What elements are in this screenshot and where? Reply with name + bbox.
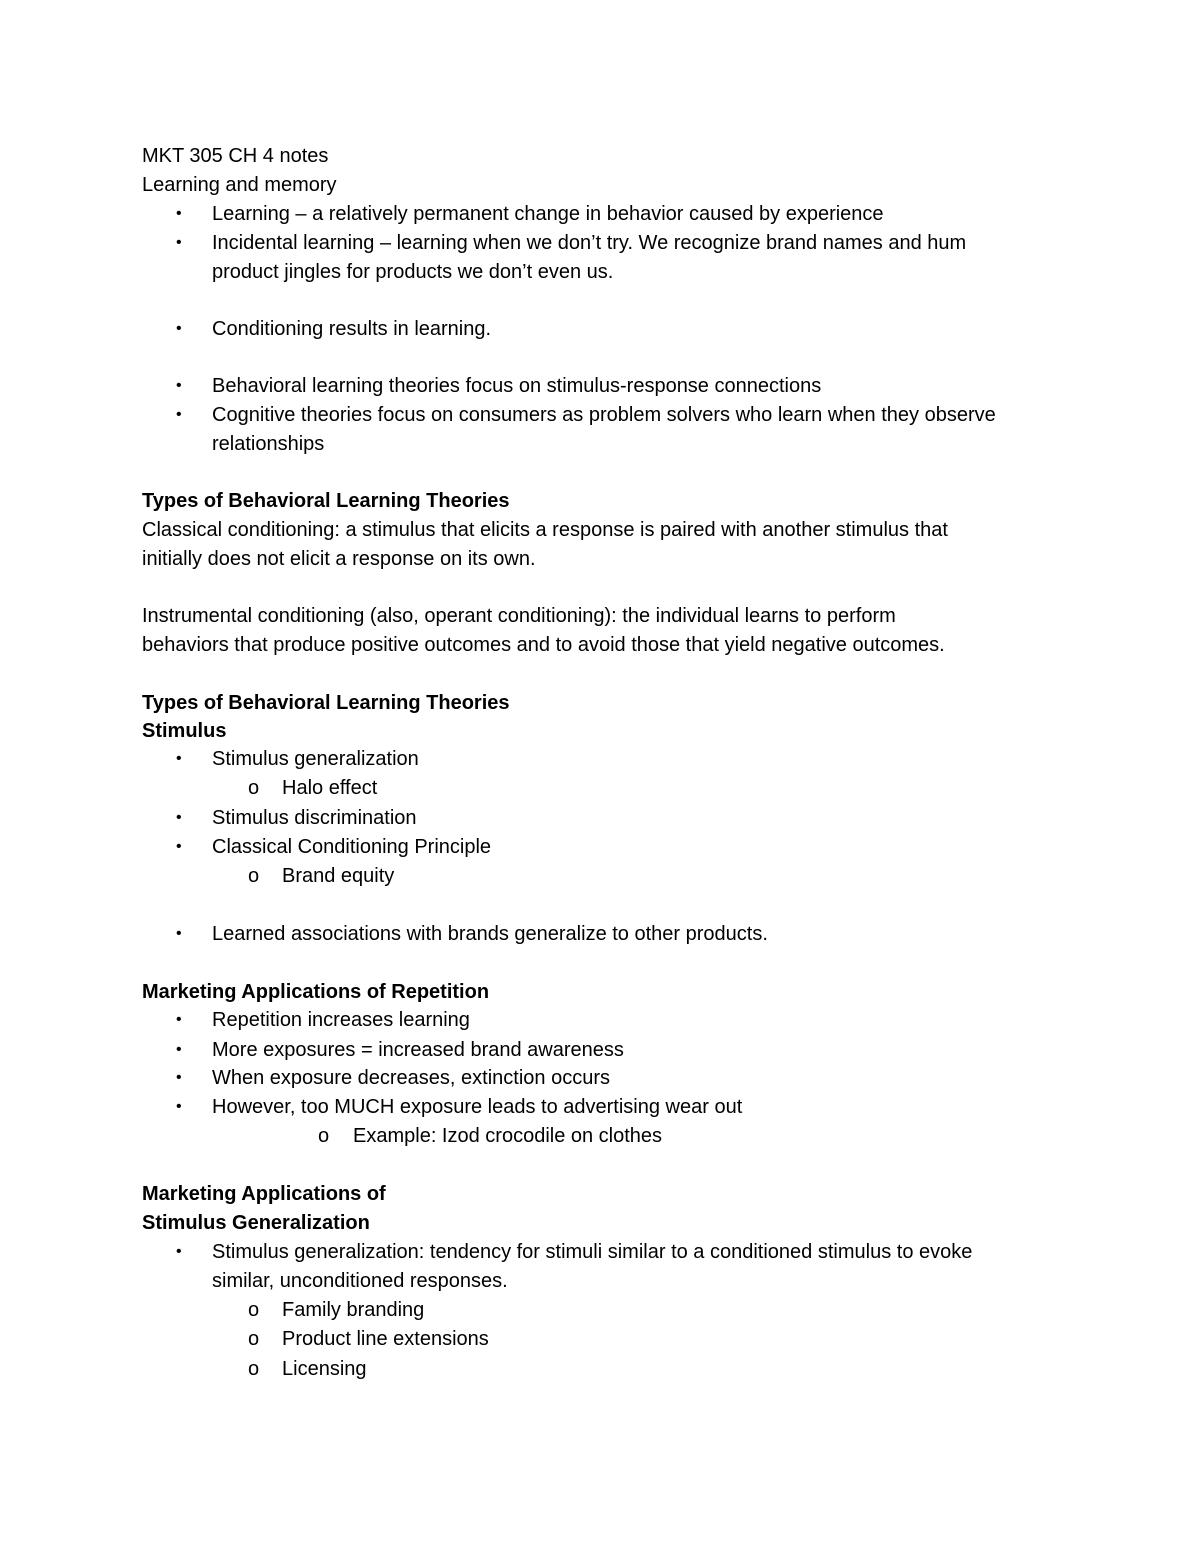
bullet-marker: • <box>176 320 182 337</box>
list-item: Conditioning results in learning. <box>212 318 492 340</box>
list-item: Incidental learning – learning when we don’t try. We recognize brand names and hum <box>212 232 967 254</box>
list-item: When exposure decreases, extinction occurs <box>212 1067 610 1089</box>
sub-list-item: Product line extensions <box>282 1328 489 1350</box>
section-heading: Marketing Applications of <box>142 1183 386 1205</box>
bullet-marker: • <box>176 1041 182 1058</box>
doc-subtitle: Learning and memory <box>142 174 337 196</box>
bullet-marker: • <box>176 406 182 423</box>
list-item: However, too MUCH exposure leads to advertising wear out <box>212 1096 743 1118</box>
sub-bullet-marker: o <box>248 1328 260 1350</box>
list-item-continuation: similar, unconditioned responses. <box>212 1270 508 1292</box>
sub-bullet-marker: o <box>248 865 260 887</box>
paragraph-line: behaviors that produce positive outcomes and to avoid those that yield negative outcomes. <box>142 634 945 656</box>
list-item: Learned associations with brands generalize to other products. <box>212 923 768 945</box>
sub-list-item: Halo effect <box>282 777 378 799</box>
section-heading: Types of Behavioral Learning Theories <box>142 490 510 512</box>
list-item: More exposures = increased brand awareness <box>212 1039 624 1061</box>
list-item: Learning – a relatively permanent change in behavior caused by experience <box>212 203 884 225</box>
list-item-continuation: relationships <box>212 433 325 455</box>
sub-bullet-marker: o <box>318 1125 330 1147</box>
bullet-marker: • <box>176 838 182 855</box>
bullet-marker: • <box>176 1243 182 1260</box>
bullet-marker: • <box>176 1098 182 1115</box>
doc-title: MKT 305 CH 4 notes <box>142 145 329 167</box>
sub-bullet-marker: o <box>248 1358 260 1380</box>
list-item: Stimulus generalization <box>212 748 419 770</box>
sub-list-item: Licensing <box>282 1358 367 1380</box>
list-item: Stimulus discrimination <box>212 807 417 829</box>
bullet-marker: • <box>176 750 182 767</box>
bullet-marker: • <box>176 377 182 394</box>
sub-bullet-marker: o <box>248 777 260 799</box>
bullet-marker: • <box>176 234 182 251</box>
section-heading-continuation: Stimulus Generalization <box>142 1212 370 1234</box>
section-heading: Types of Behavioral Learning Theories <box>142 692 510 714</box>
bullet-marker: • <box>176 1011 182 1028</box>
sub-list-item: Family branding <box>282 1299 425 1321</box>
bullet-marker: • <box>176 205 182 222</box>
sub-list-item: Example: Izod crocodile on clothes <box>353 1125 663 1147</box>
paragraph-line: Classical conditioning: a stimulus that elicits a response is paired with another stimulus that <box>142 519 948 541</box>
list-item: Behavioral learning theories focus on stimulus-response connections <box>212 375 822 397</box>
section-subheading: Stimulus <box>142 720 227 742</box>
sub-list-item: Brand equity <box>282 865 395 887</box>
section-heading: Marketing Applications of Repetition <box>142 981 490 1003</box>
bullet-marker: • <box>176 809 182 826</box>
bullet-marker: • <box>176 925 182 942</box>
list-item: Repetition increases learning <box>212 1009 470 1031</box>
sub-bullet-marker: o <box>248 1299 260 1321</box>
paragraph-line: initially does not elicit a response on its own. <box>142 548 536 570</box>
list-item: Cognitive theories focus on consumers as problem solvers who learn when they observe <box>212 404 996 426</box>
list-item: Stimulus generalization: tendency for stimuli similar to a conditioned stimulus to evoke <box>212 1241 973 1263</box>
list-item: Classical Conditioning Principle <box>212 836 492 858</box>
bullet-marker: • <box>176 1069 182 1086</box>
paragraph-line: Instrumental conditioning (also, operant conditioning): the individual learns to perform <box>142 605 896 627</box>
list-item-continuation: product jingles for products we don’t even us. <box>212 261 614 283</box>
